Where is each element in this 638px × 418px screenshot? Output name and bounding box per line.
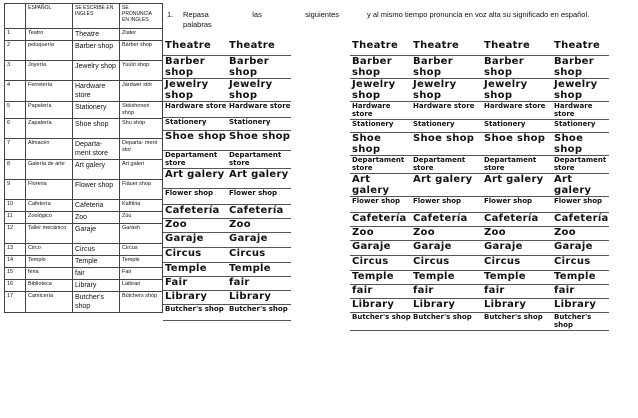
vocabulary-row [5,41,163,61]
vocabulary-row [5,180,163,200]
practice-word: Hardware store [482,101,552,119]
practice-word: Theatre [482,40,552,55]
practice-word: fair [482,284,552,298]
english-word: Hardware store [73,81,120,102]
practice-row [350,55,609,78]
practice-word: Zoo [227,218,291,232]
spanish-word: Joyería [26,61,73,81]
practice-grid-right [350,40,609,331]
practice-word: Stationery [411,119,482,132]
english-word: Butcher's shop [73,292,120,313]
practice-word: Temple [411,270,482,284]
row-number: 3 [5,61,26,81]
practice-word: Hardware store [350,101,411,119]
practice-word: Zoo [552,226,609,240]
instruction-number: 1. [167,10,174,19]
row-number: 4 [5,81,26,102]
vocabulary-row [5,119,163,139]
pronunciation: Yuúlri shop [120,61,163,81]
practice-word: Garaje [411,240,482,255]
pronunciation: Járdwer stór [120,81,163,102]
practice-word: Circus [227,247,291,262]
row-number: 10 [5,200,26,212]
practice-word: Barber shop [482,55,552,78]
practice-word: Library [350,298,411,312]
practice-word: Garaje [227,232,291,247]
practice-word: Hardware store [163,101,227,117]
practice-word: Stationery [350,119,411,132]
practice-row [163,55,291,78]
practice-word: Circus [163,247,227,262]
english-word: Theatre [73,29,120,41]
row-number: 2 [5,41,26,61]
english-word: Shoe shop [73,119,120,139]
practice-word: Temple [350,270,411,284]
practice-word: Circus [482,255,552,270]
practice-word: Barber shop [411,55,482,78]
spanish-word: Papelería [26,102,73,119]
header-number [5,4,26,29]
header-english: SE ESCRIBE EN INGLES [73,4,120,29]
row-number: 9 [5,180,26,200]
practice-word: Theatre [411,40,482,55]
practice-grid-left [163,40,291,321]
practice-word: Departament store [350,155,411,173]
english-word: Library [73,280,120,292]
practice-word: Jewelry shop [227,78,291,101]
instruction-line-2: palabras [183,20,212,29]
practice-word: Departament store [482,155,552,173]
practice-row [163,304,291,320]
practice-row [163,276,291,290]
practice-row [350,155,609,173]
practice-word: Flower shop [552,196,609,212]
practice-word: Hardware store [552,101,609,119]
spanish-word: Galería de arte [26,160,73,180]
practice-word: Circus [552,255,609,270]
row-number: 5 [5,102,26,119]
practice-word: Jewelry shop [411,78,482,101]
practice-row [163,290,291,304]
practice-word: Theatre [350,40,411,55]
practice-row [163,130,291,150]
row-number: 15 [5,268,26,280]
spanish-word: Circo [26,244,73,256]
english-word: Stationery [73,102,120,119]
english-word: Barber shop [73,41,120,61]
vocabulary-row [5,160,163,180]
practice-word: Departament store [552,155,609,173]
pronunciation: Circus [120,244,163,256]
practice-word: Barber shop [163,55,227,78]
row-number: 11 [5,212,26,224]
pronunciation: Art galeri [120,160,163,180]
practice-word: Butcher's shop [350,312,411,330]
header-pronunciation: SE PRONUNCIA EN INGLES [120,4,163,29]
pronunciation: Ziater [120,29,163,41]
vocabulary-row [5,29,163,41]
practice-row [350,226,609,240]
practice-word: Art galery [411,173,482,196]
practice-word: Cafetería [411,212,482,226]
english-word: Jewelry shop [73,61,120,81]
practice-word: Cafetería [482,212,552,226]
vocabulary-row [5,102,163,119]
practice-word: fair [411,284,482,298]
practice-word: Shoe shop [482,132,552,155]
practice-word: Cafetería [552,212,609,226]
practice-word: Zoo [411,226,482,240]
practice-word: Flower shop [350,196,411,212]
english-word: Zoo [73,212,120,224]
row-number: 7 [5,139,26,160]
practice-row [350,298,609,312]
practice-word: Temple [227,262,291,276]
pronunciation: Garásh [120,224,163,244]
spanish-word: Almacén [26,139,73,160]
practice-word: Art galery [227,168,291,188]
practice-word: Circus [411,255,482,270]
practice-word: Zoo [350,226,411,240]
practice-word: Butcher's shop [482,312,552,330]
practice-word: Garaje [163,232,227,247]
vocabulary-row [5,256,163,268]
vocabulary-row [5,292,163,313]
practice-word: Fair [163,276,227,290]
pronunciation: Fair [120,268,163,280]
vocabulary-row [5,244,163,256]
practice-word: Jewelry shop [552,78,609,101]
practice-word: Garaje [552,240,609,255]
english-word: Art galery [73,160,120,180]
practice-row [163,78,291,101]
vocabulary-row [5,280,163,292]
spanish-word: Camicería [26,292,73,313]
practice-row [163,218,291,232]
practice-word: Zoo [163,218,227,232]
practice-word: Butcher's shop [227,304,291,320]
spanish-word: peluquería [26,41,73,61]
practice-word: Departament store [411,155,482,173]
practice-row [163,188,291,204]
pronunciation: Bútchers shóp [120,292,163,313]
practice-word: Stationery [227,117,291,130]
practice-word: Flower shop [411,196,482,212]
practice-word: Library [482,298,552,312]
row-number: 8 [5,160,26,180]
practice-word: Garaje [482,240,552,255]
spanish-word: Cafetería [26,200,73,212]
row-number: 16 [5,280,26,292]
practice-word: Art galery [482,173,552,196]
english-word: Cafeteria [73,200,120,212]
row-number: 14 [5,256,26,268]
practice-word: Butcher's shop [411,312,482,330]
pronunciation: Departa- ment stor [120,139,163,160]
practice-row [163,232,291,247]
practice-row [350,196,609,212]
practice-word: Barber shop [350,55,411,78]
practice-word: Library [163,290,227,304]
practice-word: fair [552,284,609,298]
practice-word: Shoe shop [227,130,291,150]
practice-row [350,119,609,132]
practice-row [350,101,609,119]
practice-word: Departament store [227,150,291,168]
practice-word: Temple [552,270,609,284]
spanish-word: Ferretería [26,81,73,102]
practice-row [350,40,609,55]
vocabulary-header-row [5,4,163,29]
practice-word: Barber shop [552,55,609,78]
practice-row [350,270,609,284]
practice-word: Library [411,298,482,312]
pronunciation: Stéishoneri shóp [120,102,163,119]
english-word: fair [73,268,120,280]
english-word: Circus [73,244,120,256]
practice-word: Library [227,290,291,304]
practice-word: Library [552,298,609,312]
vocabulary-row [5,200,163,212]
spanish-word: Zoológico [26,212,73,224]
spanish-word: Teatro [26,29,73,41]
practice-word: Jewelry shop [482,78,552,101]
practice-word: Butcher's shop [552,312,609,330]
practice-row [163,262,291,276]
english-word: Garaje [73,224,120,244]
practice-word: Butcher's shop [163,304,227,320]
practice-word: Hardware store [227,101,291,117]
pronunciation: Zúu [120,212,163,224]
row-number: 1 [5,29,26,41]
practice-word: Art galery [163,168,227,188]
practice-word: Shoe shop [552,132,609,155]
instruction-line-1: Repasa las siguientes [183,10,339,19]
practice-row [350,212,609,226]
header-spanish: ESPAÑOL [26,4,73,29]
practice-word: Hardware store [411,101,482,119]
row-number: 12 [5,224,26,244]
vocabulary-row [5,268,163,280]
instruction-part-2: y al mismo tiempo pronuncia en voz alta su significado en español. [367,10,590,19]
vocabulary-table [4,3,163,313]
practice-word: Shoe shop [411,132,482,155]
practice-word: Cafetería [163,204,227,218]
practice-word: Departament store [163,150,227,168]
pronunciation: Kafitiria [120,200,163,212]
practice-word: Barber shop [227,55,291,78]
practice-word: Shoe shop [350,132,411,155]
spanish-word: Floreria [26,180,73,200]
practice-row [163,168,291,188]
row-number: 13 [5,244,26,256]
spanish-word: Taller mecánico [26,224,73,244]
vocabulary-row [5,212,163,224]
practice-row [350,173,609,196]
practice-word: Art galery [552,173,609,196]
spanish-word: feria [26,268,73,280]
practice-word: fair [227,276,291,290]
spanish-word: Zapatería [26,119,73,139]
practice-row [350,132,609,155]
pronunciation: Láibrari [120,280,163,292]
practice-word: Stationery [552,119,609,132]
row-number: 17 [5,292,26,313]
practice-row [350,312,609,330]
english-word: Departa- ment store [73,139,120,160]
practice-word: Flower shop [482,196,552,212]
practice-row [163,40,291,55]
vocabulary-row [5,224,163,244]
spanish-word: Biblioteca [26,280,73,292]
practice-word: Theatre [227,40,291,55]
practice-word: Jewelry shop [350,78,411,101]
practice-word: Art galery [350,173,411,196]
practice-row [163,117,291,130]
practice-word: Flower shop [227,188,291,204]
pronunciation: Bárber shop [120,41,163,61]
vocabulary-row [5,139,163,160]
pronunciation: Fláuer shop [120,180,163,200]
english-word: Temple [73,256,120,268]
practice-word: Shoe shop [163,130,227,150]
english-word: Flower shop [73,180,120,200]
practice-word: Zoo [482,226,552,240]
practice-word: fair [350,284,411,298]
practice-word: Theatre [552,40,609,55]
practice-row [163,204,291,218]
instruction-part-1 [167,10,339,29]
practice-word: Theatre [163,40,227,55]
practice-word: Cafetería [350,212,411,226]
row-number: 6 [5,119,26,139]
practice-word: Temple [482,270,552,284]
practice-row [350,255,609,270]
vocabulary-row [5,81,163,102]
pronunciation: Temple [120,256,163,268]
practice-row [350,284,609,298]
practice-word: Cafetería [227,204,291,218]
spanish-word: Templo [26,256,73,268]
practice-word: Jewelry shop [163,78,227,101]
practice-word: Flower shop [163,188,227,204]
practice-word: Circus [350,255,411,270]
practice-word: Garaje [350,240,411,255]
practice-row [350,78,609,101]
pronunciation: Shu shóp [120,119,163,139]
practice-row [163,150,291,168]
practice-word: Temple [163,262,227,276]
practice-word: Stationery [482,119,552,132]
practice-word: Stationery [163,117,227,130]
practice-row [350,240,609,255]
practice-row [163,247,291,262]
practice-row [163,101,291,117]
vocabulary-row [5,61,163,81]
